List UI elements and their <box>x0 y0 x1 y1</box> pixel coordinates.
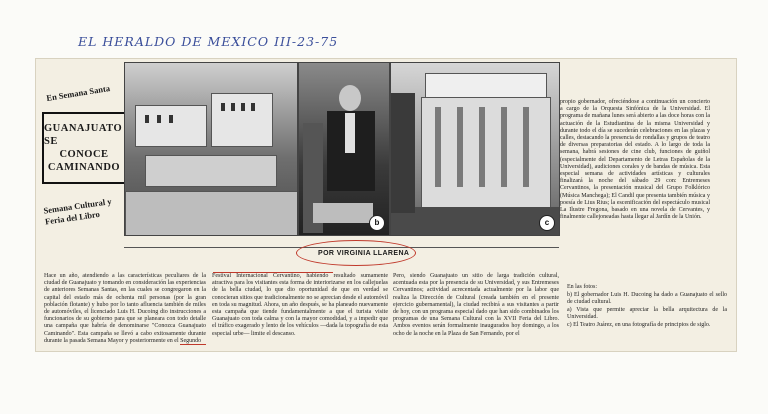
headline-line-3: CAMINANDO <box>47 162 121 173</box>
article-column-1 <box>44 273 206 345</box>
headline-line-2: CONOCE <box>59 149 109 160</box>
photo-label-c: c <box>539 215 555 231</box>
article-column-3 <box>393 273 559 338</box>
kicker: En Semana Santa <box>45 83 111 103</box>
article-column-1-text: Hace un año, atendiendo a las características peculiares de la ciudad de Guanajuato y tomando en consideración las experiencias de anteriores Semanas Santas, en las cuales se congregaron en la capital del estado más de ochenta mil personas (por la gran población flotante) y hubo por lo tanto afluencia también de miles de automóviles, el licenciado Luis H. Ducoing dio instrucciones a funcionarios de su gobierno para que se planeara con todo detalle una campaña que habría de denominarse "Conozca Guanajuato Caminando". Esta campaña se llevó a cabo exitosamente durante durante la pasada Semana Mayor y posteriormente en el Segundo <box>44 273 206 344</box>
article-column-4-text: propio gobernador, ofreciéndose a continuación un concierto a cargo de la Orquesta Sinfónica de la Universidad. El programa de mañana lunes será abierto a las doce horas con la actuación de la Estudiantina de la misma Universidad y durante todo el día se sucederán celebraciones en las plazas y calles, destacando la presencia de rondallas y grupos de teatro de diversas preparatorias del estado. A lo largo de toda la semana, habrá sesiones de cine club, funciones de guiñol (especialmente del Departamento de Letras Españolas de la Universidad), audiciones corales y de bandas de música. Esta especial semana de actividades artísticas y culturales finalizará la noche del sábado 29 con: Entremeses Cervantinos, la presentación musical del Grupo Folklórico (Música Manchega); El Candil que presenta también música y poesía de Lius Rius; la escenificación del espectáculo musical La Ilustre Fregona, basado en una novela de Cervantes, y finalmente callejoneadas hasta llegar al Jardín de la Unión. <box>560 99 710 221</box>
article-column-2-text: Festival Internacional Cervantino, habiendo resultado sumamente atractiva para los visitantes esta forma de interiorizarse en los callejuelas de la bella ciudad, lo que dio oportunidad de que en verdad se conocieran sitios que tradicionalmente no se aprecian desde el automóvil en toda su magnitud. Ahora, un año después, se ha planeado nuevamente esta campaña que tiende fundamentalmente a que el turista visite Guanajuato con toda calma y con la mayor comodidad, y a impedir que el tráfico exagerado y lento de los vehículos —dada la topografía de esta especial urbe— limite el descanso. <box>212 273 388 337</box>
red-underline-festival <box>213 272 333 273</box>
photo-university-panorama <box>124 62 298 236</box>
handwritten-date: III-23-75 <box>274 34 339 49</box>
photo-captions <box>567 284 727 330</box>
handwritten-paper-name: EL HERALDO DE MEXICO <box>78 34 270 49</box>
article-column-4 <box>560 99 710 221</box>
headline-box <box>42 112 126 184</box>
headline-line-1: GUANAJUATO SE <box>44 123 123 147</box>
photo-teatro-juarez <box>390 62 560 236</box>
handwritten-annotation <box>78 34 338 49</box>
caption-b: b) El gobernador Luis H. Ducoing ha dado a Guanajuato el sello de ciudad cultural. <box>567 291 727 306</box>
caption-c: c) El Teatro Juárez, en una fotografía de principios de siglo. <box>567 321 711 328</box>
article-column-2 <box>212 273 388 338</box>
red-underline-segundo <box>180 344 206 345</box>
byline: POR VIRGINIA LLARENA <box>318 250 410 257</box>
article-column-3-text: Pero, siendo Guanajuato un sitio de larga tradición cultural, acentuada esta por la presencia de su Universidad, y sus Entremeses Cervantinos; actividad acrecentada actualmente por la labor que realiza la Dirección de Cultural (creada también en el presente ejercicio gubernamental), la ciudad recibirá a sus visitantes a partir de hoy, con un programa especial dado que han sido combinados los programas de una Semana Cultural con la XVII Feria del Libro. Ambos eventos serán formalmente inaugurados hoy domingo, a los ocho de la noche en la Plaza de San Fernando, por el <box>393 273 559 337</box>
caption-a: a) Vista que permite apreciar la bella arquitectura de la Universidad. <box>567 306 727 321</box>
caption-intro: En las fotos: <box>567 284 597 290</box>
photo-label-b: b <box>369 215 385 231</box>
subheadline: Semana Cultural y Feria del Libro <box>42 196 113 227</box>
photo-governor <box>298 62 390 236</box>
